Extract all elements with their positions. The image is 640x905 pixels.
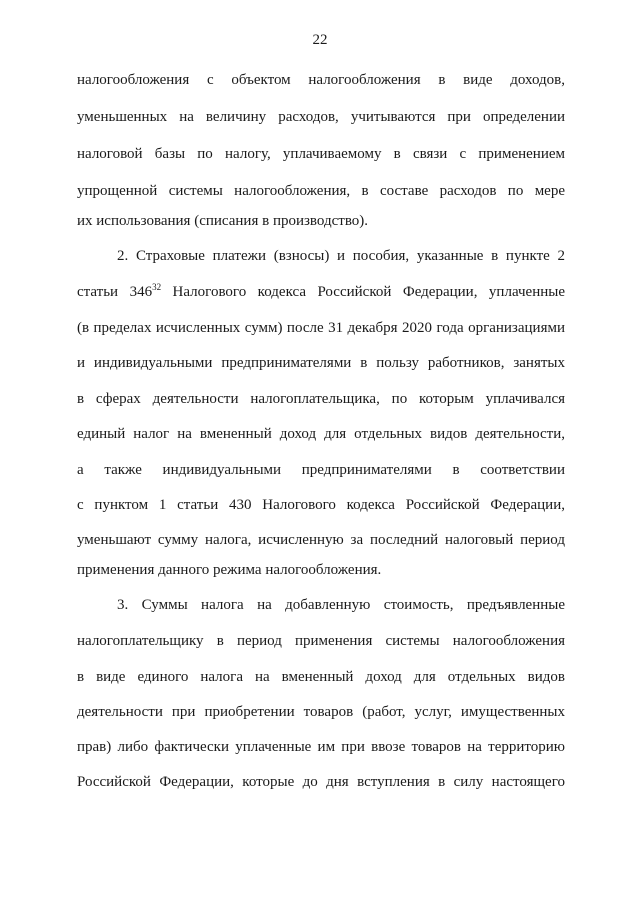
text-line: с пунктом 1 статьи 430 Налогового кодекса Российской Федерации, — [77, 497, 565, 513]
text-line: единый налог на вмененный доход для отдельных видов деятельности, — [77, 426, 565, 442]
text-line-with-superscript — [77, 282, 565, 302]
text-line: 2. Страховые платежи (взносы) и пособия, указанные в пункте 2 — [117, 248, 565, 264]
text-line: уменьшенных на величину расходов, учитываются при определении — [77, 109, 565, 125]
text-line: деятельности при приобретении товаров (работ, услуг, имущественных — [77, 704, 565, 720]
text-line: и индивидуальными предпринимателями в пользу работников, занятых — [77, 355, 565, 371]
text-line: применения данного режима налогообложения. — [77, 562, 382, 578]
text-line: (в пределах исчисленных сумм) после 31 декабря 2020 года организациями — [77, 320, 565, 336]
text-line: налогоплательщику в период применения системы налогообложения — [77, 633, 565, 649]
text-segment — [77, 284, 565, 300]
text-line: Российской Федерации, которые до дня вступления в силу настоящего — [77, 774, 565, 790]
text-line: упрощенной системы налогообложения, в составе расходов по мере — [77, 183, 565, 199]
text-line: налогообложения с объектом налогообложения в виде доходов, — [77, 72, 565, 88]
text-line: а также индивидуальными предпринимателями в соответствии — [77, 462, 565, 478]
text-before: статьи 346 — [77, 284, 153, 300]
text-line: 3. Суммы налога на добавленную стоимость, предъявленные — [117, 597, 565, 613]
page-number: 22 — [312, 32, 328, 48]
text-line: в виде единого налога на вмененный доход для отдельных видов — [77, 669, 565, 685]
text-line: налоговой базы по налогу, уплачиваемому в связи с применением — [77, 146, 565, 162]
text-line: прав) либо фактически уплаченные им при ввозе товаров на территорию — [77, 739, 565, 755]
text-line: в сферах деятельности налогоплательщика, по которым уплачивался — [77, 391, 565, 407]
text-after: Налогового кодекса Российской Федерации, уплаченные — [161, 284, 565, 300]
superscript: 32 — [152, 282, 162, 292]
text-line: их использования (списания в производство). — [77, 213, 369, 229]
text-line: уменьшают сумму налога, исчисленную за последний налоговый период — [77, 532, 565, 548]
